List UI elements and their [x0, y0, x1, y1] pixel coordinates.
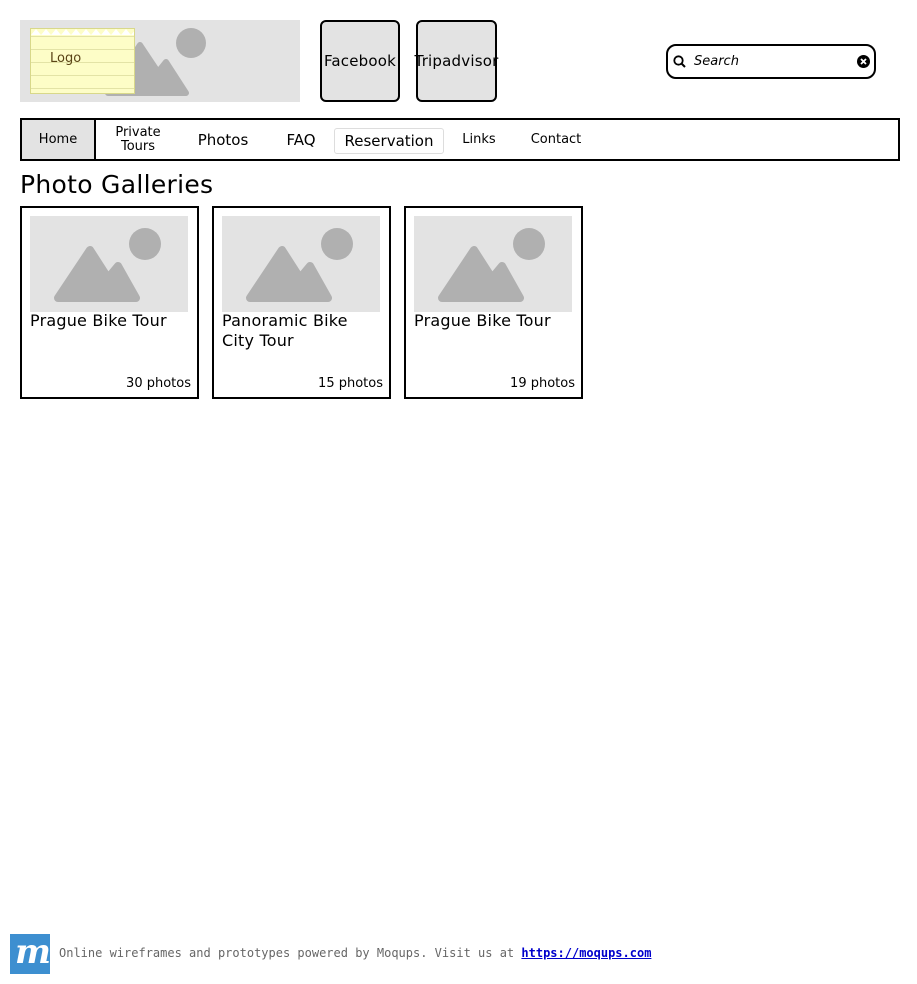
- gallery-photo-count: 19 photos: [510, 376, 575, 391]
- gallery-photo-count: 30 photos: [126, 376, 191, 391]
- nav-item-faq[interactable]: FAQ: [286, 130, 316, 149]
- logo-label: Logo: [50, 51, 82, 66]
- moqups-logo-icon[interactable]: [10, 934, 50, 974]
- nav-item-contact[interactable]: Contact: [530, 131, 582, 147]
- footer-text: Online wireframes and prototypes powered by Moqups. Visit us at: [59, 946, 515, 960]
- nav-item-links[interactable]: Links: [462, 131, 496, 147]
- search-input[interactable]: [692, 53, 846, 70]
- nav-item-photos[interactable]: Photos: [197, 130, 249, 149]
- logo-placeholder: [20, 20, 300, 102]
- facebook-button[interactable]: Facebook: [320, 20, 400, 102]
- moqups-logo-letter: m: [15, 932, 51, 972]
- clear-search-icon[interactable]: [856, 54, 871, 69]
- tripadvisor-button[interactable]: Tripadvisor: [416, 20, 497, 102]
- footer-credit: [59, 946, 651, 960]
- image-placeholder-icon: [30, 216, 188, 312]
- search-box[interactable]: [666, 44, 876, 79]
- logo-sticky-note: [30, 28, 135, 94]
- gallery-card[interactable]: [212, 206, 391, 399]
- gallery-card[interactable]: [20, 206, 199, 399]
- gallery-title: Panoramic Bike City Tour: [222, 311, 348, 350]
- nav-item-reservation[interactable]: Reservation: [334, 128, 444, 154]
- gallery-card[interactable]: [404, 206, 583, 399]
- image-placeholder-icon: [222, 216, 380, 312]
- gallery-title: Prague Bike Tour: [414, 311, 551, 330]
- gallery-photo-count: 15 photos: [318, 376, 383, 391]
- nav-item-private-tours[interactable]: Private Tours: [115, 124, 161, 154]
- moqups-link[interactable]: https://moqups.com: [521, 946, 652, 960]
- gallery-title: Prague Bike Tour: [30, 311, 167, 330]
- page-title: Photo Galleries: [20, 170, 214, 199]
- search-icon: [672, 54, 688, 70]
- main-nav: [20, 118, 900, 161]
- image-placeholder-icon: [414, 216, 572, 312]
- nav-item-home[interactable]: Home: [22, 120, 96, 159]
- tear-edge-icon: [31, 29, 134, 35]
